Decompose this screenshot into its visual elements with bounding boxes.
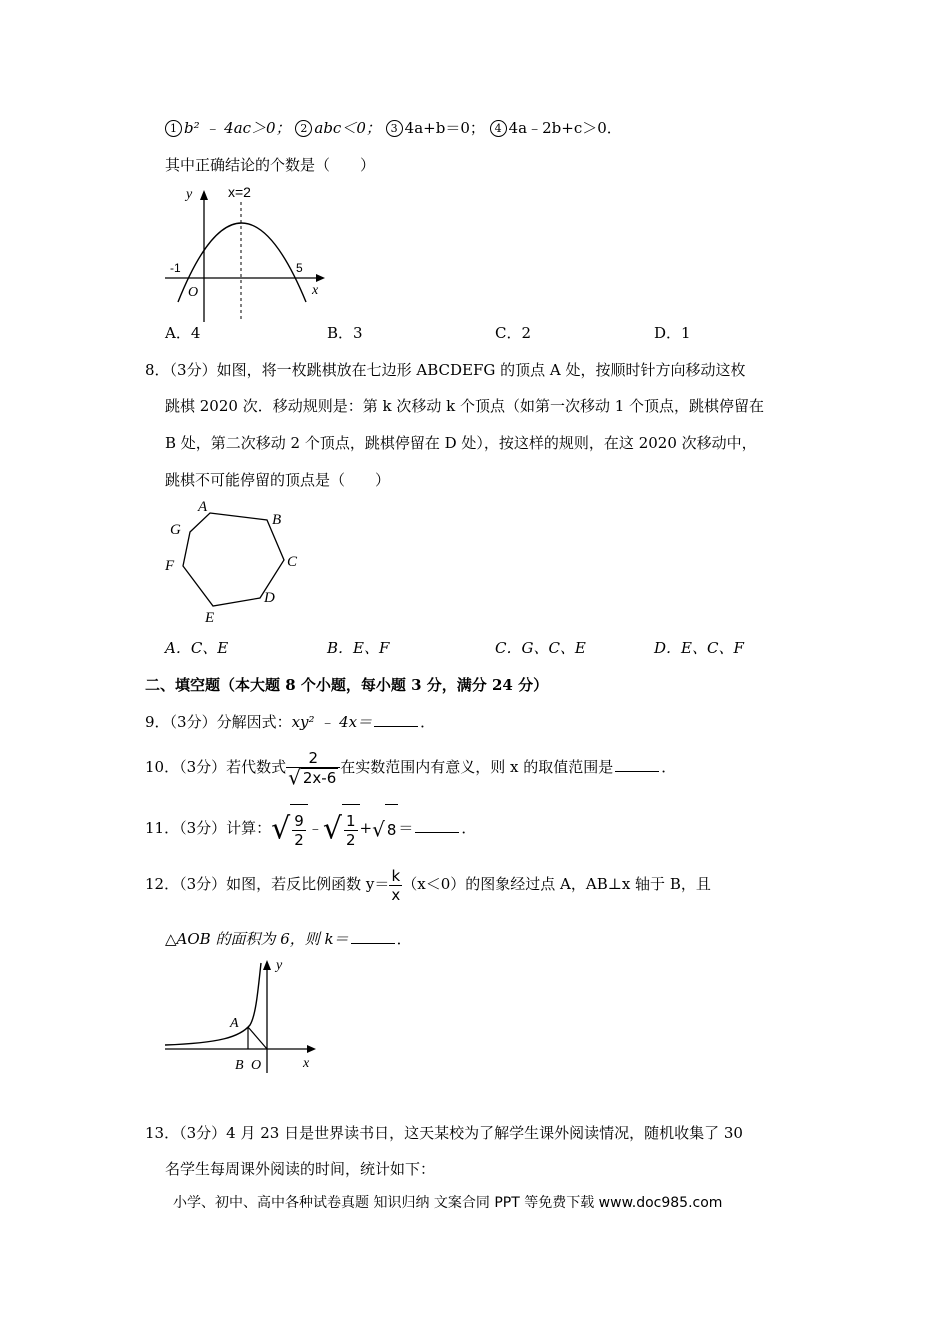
q10-denominator — [286, 765, 340, 790]
q13-line-1: 13．（3分）4 月 23 日是世界读书日，这天某校为了解学生课外阅读情况，随机收集了 30 — [145, 1124, 743, 1142]
q12-answer-blank[interactable] — [351, 929, 395, 944]
q9-expression: xy² ﹣ 4x＝ — [291, 713, 373, 731]
condition-marker-2: 2 — [295, 120, 312, 137]
q10 — [145, 742, 676, 792]
q11-prefix: 11．（3分）计算： — [145, 819, 272, 837]
q12-denominator: x — [391, 885, 401, 904]
q10-fraction — [286, 749, 340, 790]
q11-radical-3 — [372, 804, 398, 855]
q8-option-c[interactable]: C．G、C、E — [495, 639, 586, 657]
vertex-f-label: F — [165, 558, 175, 574]
radical-icon: √ — [322, 811, 342, 846]
right-root-label: 5 — [296, 261, 303, 275]
q11-equals: ＝ — [398, 819, 414, 837]
q11-radical-1 — [271, 804, 308, 855]
condition-3: 4a+b＝0； — [404, 119, 485, 137]
q12-line-1 — [145, 862, 711, 906]
q11-minus: ﹣ — [307, 819, 323, 837]
vertex-a-label: A — [198, 499, 208, 515]
q8-option-d[interactable]: D．E、C、F — [654, 639, 744, 657]
q11-r1-numerator: 9 — [294, 811, 304, 830]
q12-end: ． — [396, 930, 412, 948]
radical-icon: √ — [271, 811, 291, 846]
q11-answer-blank[interactable] — [415, 818, 459, 833]
left-root-label: -1 — [170, 261, 181, 275]
vertex-b-label: B — [272, 512, 282, 528]
q7-option-d[interactable]: D．1 — [654, 324, 691, 342]
x-axis-arrow — [307, 1045, 316, 1053]
q11-radical-2 — [323, 804, 360, 855]
q8-line-4: 跳棋不可能停留的顶点是（ ） — [165, 471, 391, 489]
footer-advert: 小学、初中、高中各种试卷真题 知识归纳 文案合同 PPT 等免费下载 www.doc985.com — [173, 1195, 723, 1211]
hyperbola-curve — [165, 963, 261, 1045]
q7-prompt: 其中正确结论的个数是（ ） — [165, 156, 376, 174]
condition-marker-3: 3 — [386, 120, 403, 137]
point-a-label: A — [230, 1016, 239, 1031]
vertex-e-label: E — [205, 610, 215, 626]
q11 — [145, 803, 476, 855]
q8-line-2: 跳棋 2020 次．移动规则是：第 k 次移动 k 个顶点（如第一次移动 1 个顶点，跳棋停留在 — [165, 397, 765, 415]
q9-end: ． — [420, 713, 436, 731]
q8-line-1: 8．（3分）如图，将一枚跳棋放在七边形 ABCDEFG 的顶点 A 处，按顺时针方向移动这枚 — [145, 361, 746, 379]
radical-icon: √ — [372, 817, 385, 841]
radical-icon: √ — [288, 765, 301, 790]
condition-marker-4: 4 — [490, 120, 507, 137]
point-b-label: B — [235, 1058, 244, 1073]
q12-line-2-text: △AOB 的面积为 6，则 k＝ — [165, 930, 349, 948]
q7-conditions — [165, 118, 622, 138]
q12-line-2 — [165, 929, 412, 949]
hyperbola-figure — [160, 955, 325, 1075]
q10-answer-blank[interactable] — [615, 757, 659, 772]
condition-4: 4a﹣2b+c＞0． — [508, 119, 622, 137]
heptagon-figure — [160, 496, 310, 626]
origin-label: O — [188, 285, 199, 300]
x-axis-label: x — [312, 283, 319, 298]
q11-r2-numerator: 1 — [345, 811, 356, 830]
q8-option-b[interactable]: B．E、F — [327, 639, 390, 657]
q8-option-a[interactable]: A．C、E — [165, 639, 229, 657]
y-axis-label: y — [276, 958, 283, 973]
q10-end: ． — [661, 758, 677, 776]
x-axis-label: x — [303, 1056, 310, 1071]
y-axis-label: y — [186, 187, 193, 202]
condition-1: b² ﹣ 4ac＞0； — [184, 119, 291, 137]
q7-option-b[interactable]: B．3 — [327, 324, 363, 342]
q11-plus: + — [359, 819, 373, 837]
q11-r2-denominator: 2 — [345, 830, 356, 849]
vertex-g-label: G — [170, 522, 181, 538]
q12-prefix: 12．（3分）如图，若反比例函数 y＝ — [145, 875, 390, 893]
q12-fraction — [389, 867, 402, 904]
q10-prefix: 10．（3分）若代数式 — [145, 758, 287, 776]
q10-suffix: 在实数范围内有意义，则 x 的取值范围是 — [340, 758, 614, 776]
vertex-c-label: C — [287, 554, 298, 570]
q13-line-2: 名学生每周课外阅读的时间，统计如下： — [165, 1160, 436, 1178]
q12-numerator: k — [391, 866, 401, 885]
y-axis-arrow — [200, 190, 208, 200]
section-heading: 二、填空题（本大题 8 个小题，每小题 3 分，满分 24 分） — [145, 676, 549, 694]
q9-prefix: 9．（3分）分解因式： — [145, 713, 292, 731]
q11-r1-denominator: 2 — [294, 830, 304, 849]
q12-suffix: （x＜0）的图象经过点 A，AB⊥x 轴于 B，且 — [402, 875, 711, 893]
q9-answer-blank[interactable] — [374, 712, 418, 727]
origin-label: O — [251, 1058, 262, 1073]
q10-numerator: 2 — [308, 749, 318, 767]
condition-2: abc＜0； — [314, 119, 381, 137]
q11-r3-radicand: 8 — [385, 804, 399, 855]
q8-line-3: B 处，第二次移动 2 个顶点，跳棋停留在 D 处），按这样的规则，在这 2020 次移动中， — [165, 434, 757, 452]
vertex-d-label: D — [264, 590, 275, 606]
symmetry-label: x=2 — [228, 184, 251, 200]
y-axis-arrow — [263, 960, 271, 970]
x-axis-arrow — [316, 274, 325, 282]
q7-option-a[interactable]: A．4 — [165, 324, 201, 342]
q7-option-c[interactable]: C．2 — [495, 324, 532, 342]
condition-marker-1: 1 — [165, 120, 182, 137]
q9 — [145, 712, 435, 732]
parabola-figure — [160, 182, 335, 327]
segment-ao — [248, 1027, 267, 1049]
q11-end: ． — [461, 819, 477, 837]
q10-radicand: 2x-6 — [302, 769, 337, 787]
